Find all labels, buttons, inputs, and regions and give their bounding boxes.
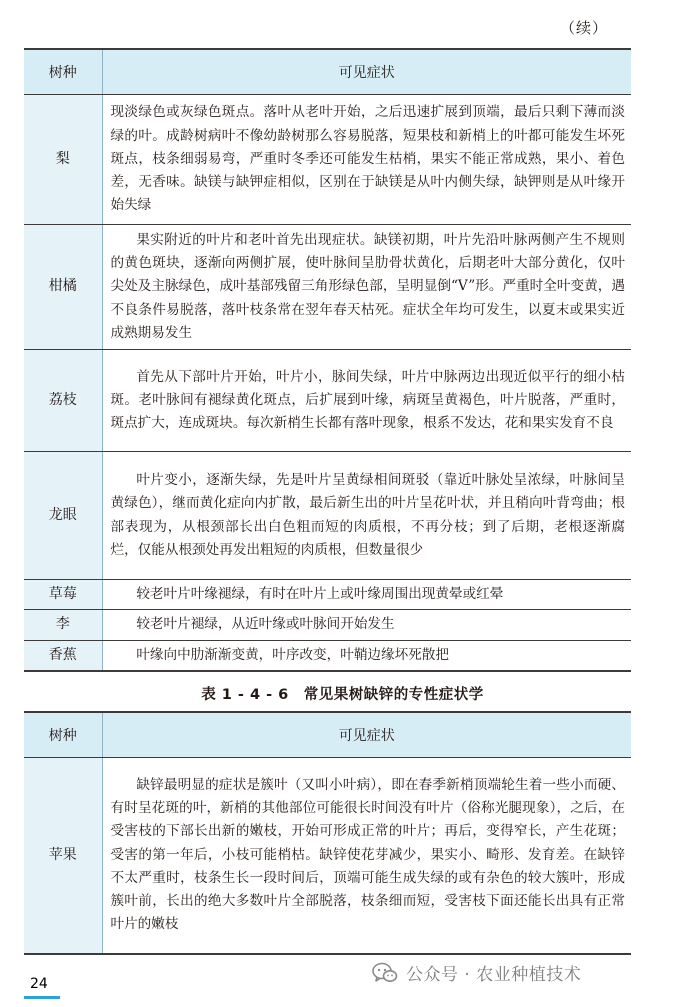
zinc-deficiency-table <box>24 711 631 955</box>
watermark <box>372 960 581 985</box>
symptom-cell: 果实附近的叶片和老叶首先出现症状。缺镁初期，叶片先沿叶脉两侧产生不规则的黄色斑块，逐渐向两侧扩展，使叶脉间呈肋骨状黄化，后期老叶大部分黄化，仅叶尖处及主脉绿色，成叶基部残留三角形绿色部，呈明显倒“V”形。严重时全叶变黄，遇不良条件易脱落，落叶枝条常在翌年春天枯死。症状全年均可发生，以夏末或果实近成熟期易发生 <box>102 225 631 350</box>
table-row <box>24 350 631 452</box>
header-symptoms: 可见症状 <box>102 49 631 95</box>
table-row <box>24 758 631 954</box>
table-row <box>24 610 631 640</box>
page-number: 24 <box>30 976 48 992</box>
table-row <box>24 225 631 350</box>
species-cell: 龙眼 <box>24 452 102 580</box>
header-species: 树种 <box>24 712 102 758</box>
symptom-cell: 现淡绿色或灰绿色斑点。落叶从老叶开始，之后迅速扩展到顶端，最后只剩下薄而淡绿的叶。成龄树病叶不像幼龄树那么容易脱落，短果枝和新梢上的叶都可能发生坏死斑点，枝条细弱易弯，严重时冬季还可能发生枯梢，果实不能正常成熟，果小、着色差，无香味。缺镁与缺钾症相似，区别在于缺镁是从叶内侧失绿，缺钾则是从叶缘开始失绿 <box>102 95 631 225</box>
header-species: 树种 <box>24 49 102 95</box>
species-cell: 苹果 <box>24 758 102 954</box>
symptom-cell: 缺锌最明显的症状是簇叶（又叫小叶病），即在春季新梢顶端轮生着一些小而硬、有时呈花斑的叶，新梢的其他部位可能很长时间没有叶片（俗称光腿现象），之后，在受害枝的下部长出新的嫩枝，开始可形成正常的叶片；再后，变得窄长，产生花斑；受害的第一年后，小枝可能梢枯。缺锌使花芽减少，果实小、畸形、发育差。在缺锌不太严重时，枝条生长一段时间后，顶端可能生成失绿的或有杂色的较大簇叶，形成簇叶前，长出的绝大多数叶片全部脱落，枝条细而短，受害枝下面还能长出具有正常叶片的嫩枝 <box>102 758 631 954</box>
species-cell: 草莓 <box>24 580 102 610</box>
header-symptoms: 可见症状 <box>102 712 631 758</box>
watermark-text: 公众号 · 农业种植技术 <box>406 965 582 985</box>
species-cell: 柑橘 <box>24 225 102 350</box>
page-number-rule <box>24 996 60 999</box>
wechat-icon <box>372 962 398 984</box>
species-cell: 香蕉 <box>24 640 102 671</box>
symptom-cell: 叶缘向中肋渐渐变黄，叶序改变，叶鞘边缘坏死散把 <box>102 640 631 671</box>
symptom-cell: 叶片变小，逐渐失绿，先是叶片呈黄绿相间斑驳（靠近叶脉处呈浓绿，叶脉间呈黄绿色），继而黄化症向内扩散，最后新生出的叶片呈花叶状，并且稍向叶背弯曲；根部表现为，从根颈部长出白色粗而短的肉质根，不再分枝；到了后期，老根逐渐腐烂，仅能从根颈处再发出粗短的肉质根，但数量很少 <box>102 452 631 580</box>
species-cell: 荔枝 <box>24 350 102 452</box>
species-cell: 李 <box>24 610 102 640</box>
table-row <box>24 580 631 610</box>
symptom-cell: 较老叶片褪绿，从近叶缘或叶脉间开始发生 <box>102 610 631 640</box>
species-cell: 梨 <box>24 95 102 225</box>
continued-label: （续） <box>560 19 609 37</box>
table-header-row <box>24 49 631 95</box>
table-row <box>24 95 631 225</box>
symptom-cell: 较老叶片叶缘褪绿，有时在叶片上或叶缘周围出现黄晕或红晕 <box>102 580 631 610</box>
symptom-cell: 首先从下部叶片开始，叶片小，脉间失绿，叶片中脉两边出现近似平行的细小枯斑。老叶脉间有褪绿黄化斑点，后扩展到叶缘，病斑呈黄褐色，叶片脱落，严重时，斑点扩大，连成斑块。每次新梢生长都有落叶现象，根系不发达，花和果实发育不良 <box>102 350 631 452</box>
magnesium-deficiency-table <box>24 48 631 672</box>
table-header-row <box>24 712 631 758</box>
table-caption: 表 1 - 4 - 6 常见果树缺锌的专性症状学 <box>201 687 484 703</box>
table-row <box>24 452 631 580</box>
table-row <box>24 640 631 671</box>
